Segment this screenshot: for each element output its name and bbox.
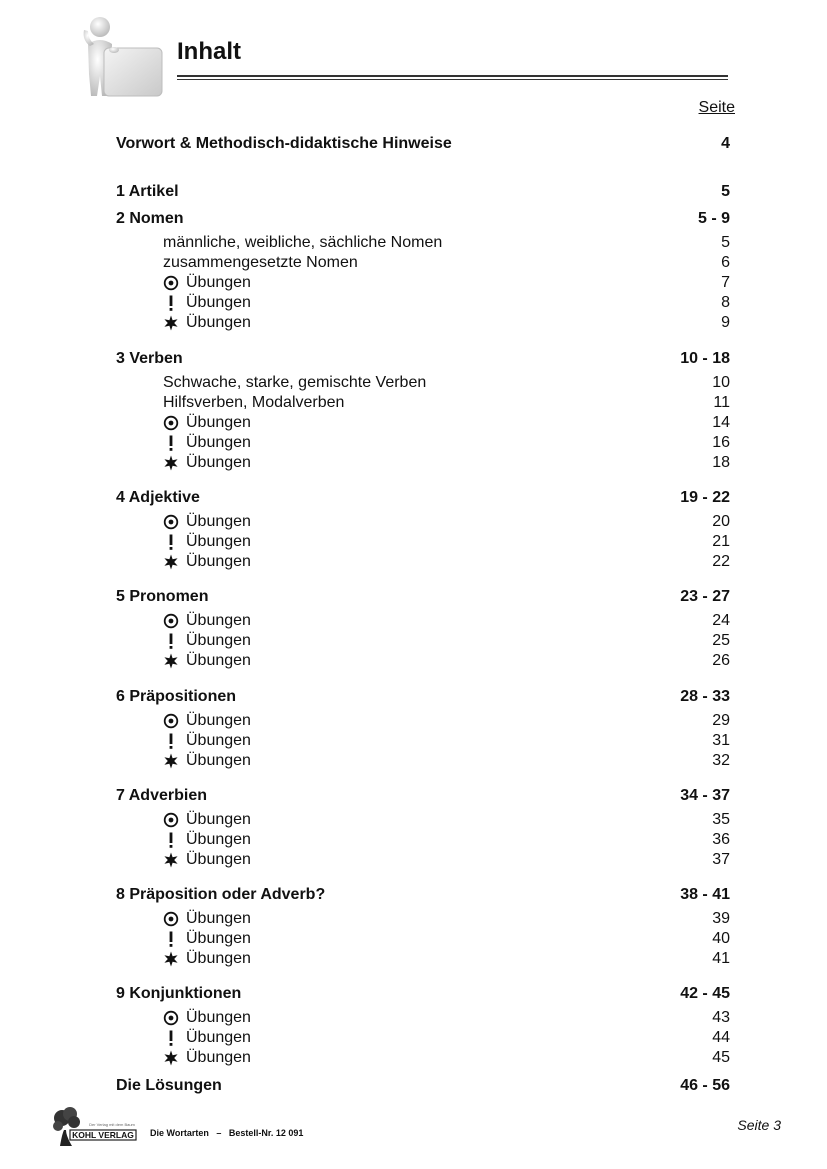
logo-brand-text: KOHL VERLAG [72,1130,134,1140]
toc-entry-label: zusammengesetzte Nomen [163,254,358,271]
toc-exercise-row [116,512,730,532]
title-rule-thin [177,79,728,80]
toc-entry-page: 5 [721,183,730,200]
toc-entry-label: Übungen [186,513,251,530]
toc-entry-page: 36 [712,831,730,848]
star-icon [163,852,179,868]
toc-entry-page: 22 [712,553,730,570]
toc-exercise-row [116,453,730,473]
toc-entry-page: 39 [712,910,730,927]
toc-entry-label: Übungen [186,811,251,828]
title-rule-thick [177,75,728,77]
toc-entry-label: Übungen [186,294,251,311]
kohl-verlag-logo [52,1106,142,1148]
toc-entry-label: Übungen [186,831,251,848]
toc-entry-page: 14 [712,414,730,431]
toc-exercise-row [116,532,730,552]
exclamation-icon [163,633,179,649]
toc-exercise-row [116,651,730,671]
3d-figure-holding-sign [78,14,166,100]
toc-entry-page: 32 [712,752,730,769]
toc-entry-page: 40 [712,930,730,947]
toc-subsection-row [116,233,730,253]
page-number: Seite 3 [737,1117,781,1133]
toc-exercise-row [116,611,730,631]
toc-exercise-row [116,810,730,830]
exclamation-icon [163,295,179,311]
toc-entry-page: 44 [712,1029,730,1046]
toc-entry-page: 41 [712,950,730,967]
toc-entry-page: 24 [712,612,730,629]
star-icon [163,1050,179,1066]
toc-entry-label: Übungen [186,434,251,451]
toc-entry-label: Übungen [186,274,251,291]
page-column-header: Seite [698,99,735,116]
toc-exercise-row [116,631,730,651]
toc-section-row [116,349,730,369]
toc-section-row [116,786,730,806]
star-icon [163,753,179,769]
toc-exercise-row [116,751,730,771]
toc-entry-label: Übungen [186,930,251,947]
target-icon [163,812,179,828]
toc-entry-label: Vorwort & Methodisch-didaktische Hinweise [116,135,452,152]
toc-exercise-row [116,1028,730,1048]
toc-section-row [116,587,730,607]
toc-entry-page: 42 - 45 [680,985,730,1002]
star-icon [163,951,179,967]
toc-entry-label: 3 Verben [116,350,183,367]
toc-row-loesungen [116,1076,730,1096]
exclamation-icon [163,931,179,947]
star-icon [163,653,179,669]
page-title: Inhalt [177,38,241,65]
toc-entry-label: 6 Präpositionen [116,688,237,705]
toc-entry-page: 8 [721,294,730,311]
star-icon [163,455,179,471]
toc-entry-page: 34 - 37 [680,787,730,804]
toc-entry-label: Übungen [186,553,251,570]
toc-exercise-row [116,1008,730,1028]
toc-entry-label: 1 Artikel [116,183,179,200]
toc-entry-label: Hilfsverben, Modalverben [163,394,345,411]
footer-product-info: Die Wortarten – Bestell-Nr. 12 091 [150,1128,304,1138]
toc-entry-page: 16 [712,434,730,451]
toc-entry-label: 7 Adverbien [116,787,207,804]
toc-entry-label: Übungen [186,414,251,431]
toc-exercise-row [116,413,730,433]
toc-entry-label: 2 Nomen [116,210,184,227]
toc-entry-page: 20 [712,513,730,530]
toc-entry-label: Übungen [186,652,251,669]
star-icon [163,554,179,570]
toc-exercise-row [116,850,730,870]
toc-entry-page: 28 - 33 [680,688,730,705]
toc-subsection-row [116,373,730,393]
toc-entry-page: 25 [712,632,730,649]
toc-entry-page: 29 [712,712,730,729]
toc-entry-page: 4 [721,135,730,152]
toc-entry-label: Übungen [186,712,251,729]
toc-entry-label: Übungen [186,732,251,749]
exclamation-icon [163,435,179,451]
exclamation-icon [163,534,179,550]
toc-entry-page: 23 - 27 [680,588,730,605]
toc-entry-label: Übungen [186,752,251,769]
toc-exercise-row [116,731,730,751]
toc-entry-label: Übungen [186,910,251,927]
toc-entry-page: 35 [712,811,730,828]
toc-entry-page: 31 [712,732,730,749]
target-icon [163,613,179,629]
toc-exercise-row [116,929,730,949]
toc-entry-page: 11 [713,394,730,411]
toc-exercise-row [116,1048,730,1068]
toc-section-row [116,885,730,905]
toc-entry-page: 10 [712,374,730,391]
toc-entry-label: Übungen [186,612,251,629]
toc-subsection-row [116,253,730,273]
exclamation-icon [163,733,179,749]
toc-entry-page: 6 [721,254,730,271]
toc-entry-label: 8 Präposition oder Adverb? [116,886,326,903]
toc-entry-page: 45 [712,1049,730,1066]
toc-entry-label: Übungen [186,851,251,868]
toc-entry-label: Übungen [186,1029,251,1046]
toc-entry-label: Schwache, starke, gemischte Verben [163,374,427,391]
toc-entry-label: 4 Adjektive [116,489,200,506]
toc-entry-page: 5 [721,234,730,251]
toc-exercise-row [116,313,730,333]
toc-entry-label: Übungen [186,533,251,550]
toc-entry-label: Übungen [186,1049,251,1066]
target-icon [163,275,179,291]
toc-row-vorwort [116,134,730,154]
toc-entry-page: 21 [712,533,730,550]
toc-section-row [116,488,730,508]
exclamation-icon [163,1030,179,1046]
toc-entry-page: 43 [712,1009,730,1026]
toc-entry-label: Die Lösungen [116,1077,222,1094]
toc-section-row [116,984,730,1004]
toc-entry-page: 18 [712,454,730,471]
toc-entry-label: 9 Konjunktionen [116,985,242,1002]
toc-section-row [116,182,730,202]
toc-exercise-row [116,711,730,731]
target-icon [163,911,179,927]
toc-entry-page: 26 [712,652,730,669]
toc-exercise-row [116,949,730,969]
toc-entry-label: 5 Pronomen [116,588,209,605]
toc-entry-label: männliche, weibliche, sächliche Nomen [163,234,443,251]
toc-entry-label: Übungen [186,950,251,967]
toc-exercise-row [116,433,730,453]
toc-exercise-row [116,273,730,293]
logo-tagline-text: Der Verlag mit dem Baum [89,1122,135,1127]
toc-section-row [116,687,730,707]
toc-entry-page: 5 - 9 [697,210,730,227]
toc-entry-label: Übungen [186,632,251,649]
toc-exercise-row [116,909,730,929]
toc-entry-label: Übungen [186,314,251,331]
toc-entry-page: 10 - 18 [680,350,730,367]
toc-exercise-row [116,830,730,850]
toc-entry-page: 19 - 22 [680,489,730,506]
target-icon [163,415,179,431]
target-icon [163,1010,179,1026]
toc-entry-page: 7 [721,274,730,291]
toc-entry-label: Übungen [186,454,251,471]
toc-entry-page: 9 [721,314,730,331]
target-icon [163,713,179,729]
toc-entry-page: 37 [712,851,730,868]
toc-subsection-row [116,393,730,413]
toc-entry-page: 46 - 56 [680,1077,730,1094]
toc-exercise-row [116,552,730,572]
toc-exercise-row [116,293,730,313]
toc-entry-page: 38 - 41 [680,886,730,903]
target-icon [163,514,179,530]
star-icon [163,315,179,331]
toc-section-row [116,209,730,229]
toc-entry-label: Übungen [186,1009,251,1026]
exclamation-icon [163,832,179,848]
